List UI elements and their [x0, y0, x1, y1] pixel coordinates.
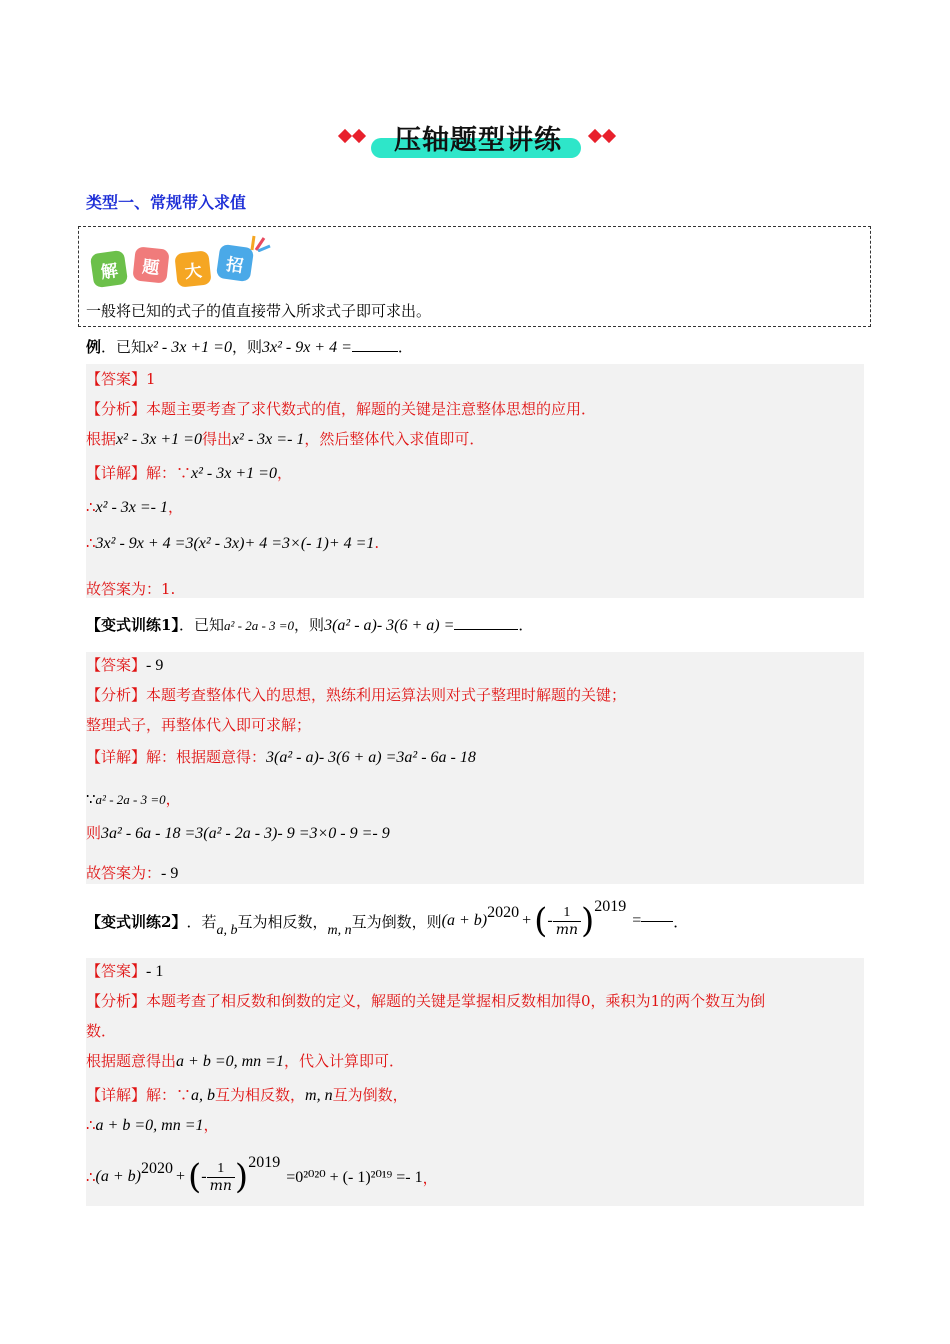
math-variable: m, n: [305, 1087, 333, 1104]
fraction: [207, 1161, 235, 1194]
question-text: ．: [397, 338, 413, 356]
diamond-icon: [602, 129, 616, 143]
variant1-question: [86, 614, 533, 635]
detail-line: [86, 746, 476, 767]
detail-tag: 【详解】: [86, 748, 147, 766]
tip-badge: 大: [174, 250, 211, 287]
math-exponent: 2020: [141, 1160, 173, 1177]
analysis-text: 本题考查整体代入的思想，熟练利用运算法则对式子整理时解题的关键；: [146, 686, 627, 704]
math-exponent: 2019: [248, 1154, 281, 1171]
math-expression: 3a² - 6a - 18 =3(a² - 2a - 3)- 9 =3×0 - 9 =- 9: [101, 825, 390, 842]
detail-text: 互为相反数，: [215, 1086, 306, 1104]
answer-tag: 【答案】: [86, 656, 147, 674]
right-paren: ): [581, 901, 595, 941]
left-paren: (: [534, 901, 548, 941]
answer-tag: 【答案】: [86, 370, 147, 388]
math-variable: m, n: [327, 923, 352, 938]
analysis-text: ，然后整体代入求值即可．: [304, 430, 485, 448]
math-expression: 3x² - 9x + 4 =3(x² - 3x)+ 4 =3×(- 1)+ 4 =1: [95, 535, 375, 552]
answer-value: - 1: [146, 963, 164, 980]
example-label: 例: [86, 338, 102, 356]
math-exponent: 2020: [487, 904, 520, 921]
math-operator: -: [547, 912, 553, 929]
math-operator: =: [632, 912, 642, 929]
math-operator: -: [201, 1168, 207, 1185]
final-text: 故答案为：: [86, 864, 162, 882]
answer-line: [86, 368, 156, 389]
math-expression: x² - 3x +1 =0: [191, 465, 277, 482]
detail-text: 互为倒数，: [332, 1086, 408, 1104]
analysis-line: [86, 684, 626, 705]
math-expression: =0²⁰²⁰ + (- 1)²⁰¹⁹ =- 1: [286, 1169, 423, 1186]
detail-text: 则: [86, 824, 102, 842]
detail-text: 解：∵: [146, 1086, 192, 1104]
diamond-icon: [352, 129, 366, 143]
answer-line: [86, 654, 163, 675]
question-text: 互为相反数，: [237, 912, 328, 931]
therefore-symbol: ∴: [86, 498, 96, 516]
math-operator: +: [176, 1168, 186, 1185]
right-paren: ): [234, 1157, 249, 1197]
question-text: ．若: [186, 912, 217, 931]
math-expression: x² - 3x =- 1: [95, 499, 168, 516]
answer-line: [86, 960, 163, 981]
detail-text: ，: [168, 498, 184, 516]
analysis-line-2: [86, 1050, 404, 1071]
final-value: - 9: [161, 865, 179, 882]
math-expression: (a + b): [95, 1168, 141, 1185]
detail-text: ，: [276, 464, 292, 482]
detail-line: [86, 1084, 408, 1105]
step-line: [86, 496, 183, 517]
question-text: ，则: [294, 616, 325, 634]
tip-badge: 题: [132, 246, 169, 283]
question-text: ．已知: [101, 338, 147, 356]
detail-text: ，: [422, 1168, 438, 1187]
math-expression: 3x² - 9x + 4 =: [261, 339, 352, 356]
analysis-tag: 【分析】: [86, 686, 147, 704]
therefore-symbol: ∴: [86, 534, 96, 552]
math-variable: a, b: [216, 923, 238, 938]
page-title: 压轴题型讲练: [394, 125, 562, 156]
final-answer: [86, 862, 178, 883]
analysis-line: [86, 990, 765, 1011]
math-expression: a + b =0, mn =1: [176, 1053, 284, 1070]
answer-blank: [352, 351, 398, 352]
fraction-denominator: mn: [209, 1177, 232, 1194]
question-text: ．已知: [178, 616, 224, 634]
analysis-text: 得出: [201, 430, 232, 448]
variant2-question: [86, 896, 688, 946]
diamond-icon: [588, 129, 602, 143]
analysis-text: ，代入计算即可．: [283, 1052, 404, 1070]
section-heading: 类型一、常规带入求值: [86, 193, 247, 212]
math-operator: +: [522, 912, 532, 929]
therefore-symbol: ∴: [86, 1116, 96, 1134]
answer-blank: [454, 629, 518, 630]
analysis-line: [86, 398, 596, 419]
because-symbol: ∵: [86, 790, 96, 808]
math-exponent: 2019: [594, 898, 627, 915]
detail-text: 解：根据题意得：: [146, 748, 267, 766]
math-expression: x² - 3x +1 =0: [116, 431, 202, 448]
math-expression: 3(a² - a)- 3(6 + a) =3a² - 6a - 18: [266, 749, 476, 766]
answer-value: 1: [146, 370, 156, 388]
answer-blank: [641, 921, 673, 922]
tip-text: 一般将已知的式子的值直接带入所求式子即可求出。: [86, 302, 432, 320]
detail-text: .: [374, 534, 380, 552]
page-title-banner: [0, 112, 950, 168]
fraction-denominator: mn: [555, 921, 578, 938]
math-variable: a, b: [191, 1087, 216, 1104]
question-text: ，则: [231, 338, 262, 356]
variant-label: 【变式训练2】: [86, 912, 187, 931]
math-expression: x² - 3x +1 =0: [146, 339, 232, 356]
step-line: [86, 822, 390, 843]
fraction: [553, 905, 581, 938]
math-expression: (a + b): [441, 912, 488, 929]
step-line: [86, 788, 181, 809]
detail-text: 解：∵: [146, 464, 192, 482]
math-expression: a² - 2a - 3 =0: [223, 618, 295, 633]
answer-value: - 9: [146, 657, 164, 674]
diamond-icon: [338, 129, 352, 143]
answer-tag: 【答案】: [86, 962, 147, 980]
analysis-continued: 数．: [86, 1022, 117, 1040]
analysis-text: 根据: [86, 430, 117, 448]
step-line: [86, 1114, 219, 1135]
left-paren: (: [188, 1157, 202, 1197]
tip-badge: 招: [216, 244, 254, 282]
therefore-symbol: ∴: [86, 1168, 96, 1186]
detail-line: [86, 462, 292, 483]
fraction-numerator: 1: [207, 1161, 235, 1178]
math-expression: x² - 3x =- 1: [231, 431, 305, 448]
analysis-line-2: 整理式子，再整体代入即可求解；: [86, 716, 312, 734]
detail-text: ，: [165, 790, 181, 808]
sparkle-icon: [248, 232, 272, 252]
analysis-text: 本题主要考查了求代数式的值，解题的关键是注意整体思想的应用．: [146, 400, 597, 418]
example-question: [86, 336, 413, 357]
math-expression: 3(a² - a)- 3(6 + a) =: [324, 617, 455, 634]
tip-badge: 解: [90, 250, 128, 288]
step-line: [86, 534, 379, 553]
question-text: ．: [673, 912, 689, 931]
detail-tag: 【详解】: [86, 1086, 147, 1104]
analysis-line-2: [86, 428, 484, 449]
analysis-tag: 【分析】: [86, 400, 147, 418]
step-line: [86, 1152, 438, 1202]
detail-text: ，: [203, 1116, 219, 1134]
final-answer: 故答案为：1.: [86, 580, 176, 598]
math-expression: a² - 2a - 3 =0: [95, 792, 166, 807]
math-expression: a + b =0, mn =1: [95, 1117, 204, 1134]
detail-tag: 【详解】: [86, 464, 147, 482]
analysis-text: 根据题意得出: [86, 1052, 177, 1070]
fraction-numerator: 1: [553, 905, 581, 922]
variant-label: 【变式训练1】: [86, 616, 179, 634]
tip-badges: [92, 244, 282, 294]
question-text: ．: [518, 616, 534, 634]
question-text: 互为倒数，则: [351, 912, 442, 931]
analysis-text: 本题考查了相反数和倒数的定义，解题的关键是掌握相反数相加得0，乘积为1的两个数互为倒: [146, 992, 766, 1010]
analysis-tag: 【分析】: [86, 992, 147, 1010]
